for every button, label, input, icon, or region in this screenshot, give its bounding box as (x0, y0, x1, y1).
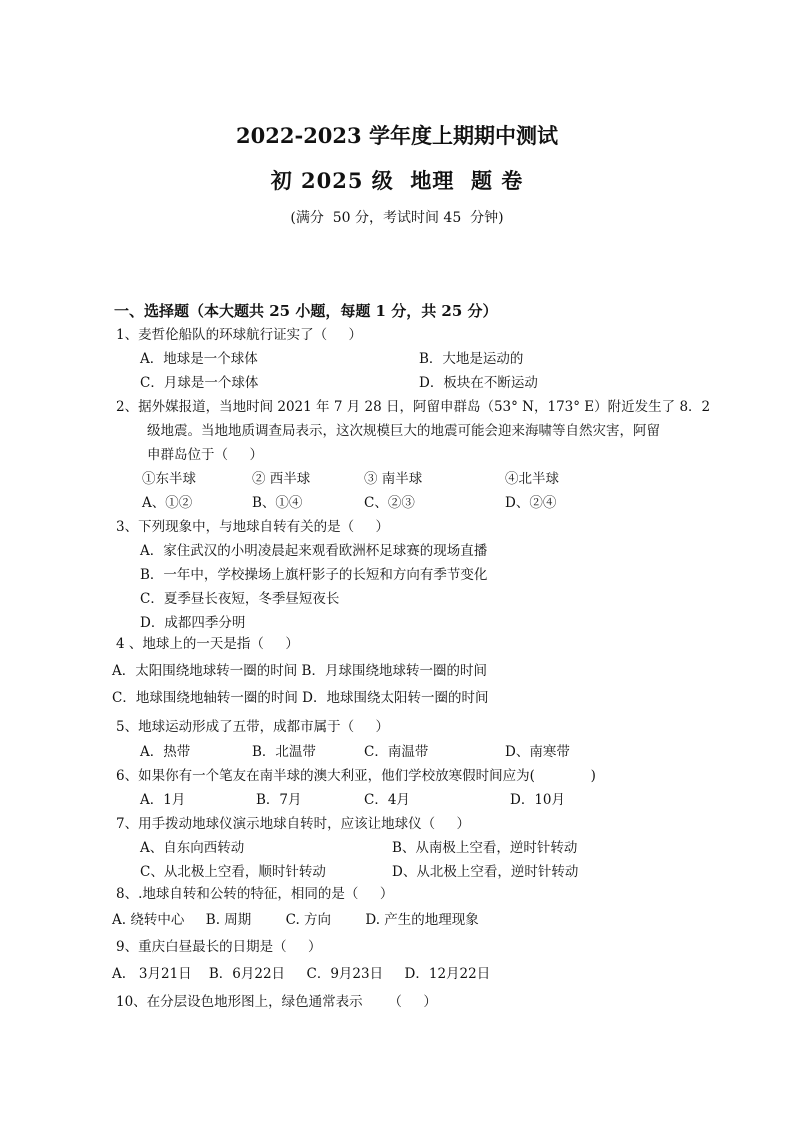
question-5-option-a: A．热带 (140, 744, 191, 760)
question-1-option-c: C．月球是一个球体 (140, 375, 259, 391)
question-10-stem: 10、在分层设色地形图上，绿色通常表示 （ ） (116, 994, 437, 1010)
exam-title: 2022-2023 学年度上期期中测试 (236, 123, 558, 148)
question-7-option-b: B、从南极上空看，逆时针转动 (392, 840, 578, 856)
question-5-option-d: D、南寒带 (505, 744, 570, 760)
question-3-stem: 3、下列现象中，与地球自转有关的是（ ） (116, 519, 390, 535)
question-3-option-d: D．成都四季分明 (140, 615, 246, 631)
question-2-item-1: ①东半球 (142, 471, 196, 487)
question-1-stem: 1、麦哲伦船队的环球航行证实了（ ） (116, 327, 363, 343)
exam-note: (满分 50 分，考试时间 45 分钟) (290, 210, 504, 226)
question-6-option-c: C．4月 (364, 792, 410, 808)
question-6-option-b: B．7月 (256, 792, 302, 808)
question-9-options-line: A. 3月21日 B．6月22日 C．9月23日 D．12月22日 (112, 966, 491, 982)
question-4-stem: 4 、地球上的一天是指（ ） (116, 636, 299, 652)
question-6-option-d: D．10月 (510, 792, 566, 808)
question-9-stem: 9、重庆白昼最长的日期是（ ） (116, 939, 322, 955)
question-7-option-d: D、从北极上空看，逆时针转动 (392, 864, 579, 880)
question-2-stem-line2: 级地震。当地地质调查局表示，这次规模巨大的地震可能会迎来海啸等自然灾害，阿留 (147, 423, 660, 439)
question-6-option-a: A．1月 (140, 792, 186, 808)
exam-subtitle: 初 2025 级 地理 题 卷 (270, 168, 524, 193)
question-3-option-c: C．夏季昼长夜短，冬季昼短夜长 (140, 591, 340, 607)
question-8-options-line: A. 绕转中心 B. 周期 C. 方向 D. 产生的地理现象 (112, 912, 479, 928)
question-7-option-a: A、自东向西转动 (140, 840, 245, 856)
question-2-stem-line3: 申群岛位于（ ） (147, 447, 263, 463)
question-3-option-b: B．一年中，学校操场上旗杆影子的长短和方向有季节变化 (140, 567, 488, 583)
question-8-stem: 8、.地球自转和公转的特征，相同的是（ ） (116, 886, 394, 902)
question-2-item-2: ② 西半球 (252, 471, 311, 487)
question-5-option-b: B．北温带 (252, 744, 316, 760)
question-2-item-4: ④北半球 (505, 471, 559, 487)
question-6-stem: 6、如果你有一个笔友在南半球的澳大利亚，他们学校放寒假时间应为( ) (116, 768, 596, 784)
question-4-options-line1: A．太阳围绕地球转一圈的时间 B．月球围绕地球转一圈的时间 (112, 663, 487, 679)
question-2-option-a: A、①② (142, 495, 193, 511)
question-2-stem: 2、据外媒报道，当地时间 2021 年 7 月 28 日，阿留申群岛（53° N，173° E）附近发生了 8．2 (116, 399, 711, 415)
question-5-stem: 5、地球运动形成了五带，成都市属于（ ） (116, 719, 390, 735)
question-7-stem: 7、用手拨动地球仪演示地球自转时，应该让地球仪（ ） (116, 816, 471, 832)
question-7-option-c: C、从北极上空看，顺时针转动 (140, 864, 326, 880)
question-4-options-line2: C．地球围绕地轴转一圈的时间 D．地球围绕太阳转一圈的时间 (112, 690, 489, 706)
question-1-option-d: D．板块在不断运动 (419, 375, 538, 391)
question-2-option-b: B、①④ (252, 495, 303, 511)
question-2-item-3: ③ 南半球 (364, 471, 423, 487)
question-2-option-d: D、②④ (505, 495, 557, 511)
question-2-option-c: C、②③ (364, 495, 415, 511)
question-1-option-a: A．地球是一个球体 (140, 351, 258, 367)
question-1-option-b: B．大地是运动的 (419, 351, 524, 367)
question-5-option-c: C．南温带 (364, 744, 429, 760)
question-3-option-a: A．家住武汉的小明凌晨起来观看欧洲杯足球赛的现场直播 (140, 543, 488, 559)
section-title: 一、选择题（本大题共 25 小题，每题 1 分，共 25 分） (114, 302, 498, 320)
